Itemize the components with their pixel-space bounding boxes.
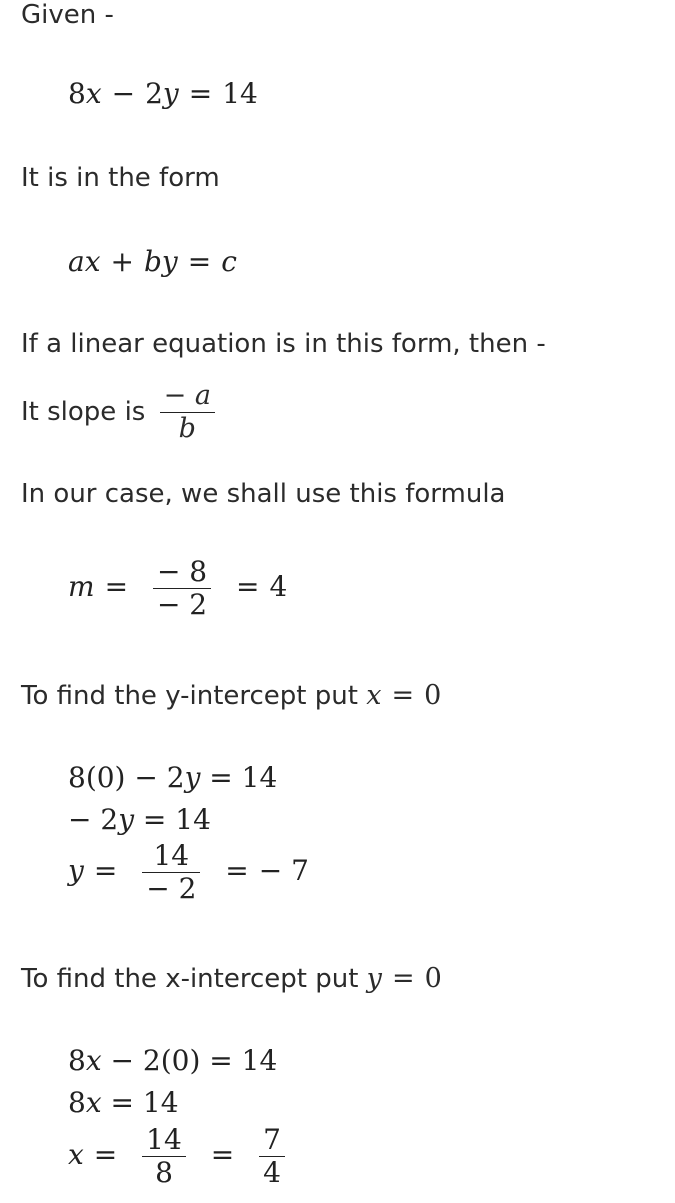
x-step-2: 8x = 14 (68, 1086, 179, 1119)
y-intercept-text: To find the y-intercept put x = 0 (21, 680, 442, 711)
y-step-2: − 2y = 14 (68, 803, 211, 836)
slope-fraction (160, 380, 215, 445)
form-text: It is in the form (21, 163, 220, 193)
slope-equation: m = $\frac{- 8}{- 2}$ = 4 (68, 555, 288, 621)
slope-value-fraction: $\frac{- 8}{- 2}$ (153, 556, 211, 621)
slope-numerator: − a (160, 380, 215, 413)
linear-text: If a linear equation is in this form, then - (21, 329, 546, 359)
given-label: Given - (21, 0, 114, 30)
standard-form-equation: ax + by = c (68, 245, 237, 278)
y-step-3: y = $\frac{14}{- 2}$ = − 7 (68, 839, 309, 905)
x-value-fraction: $\frac{14}{8}$ (142, 1124, 186, 1189)
x-step-3: x = $\frac{14}{8}$ = $\frac{7}{4}$ (68, 1124, 291, 1189)
slope-line (21, 380, 221, 445)
x-step-1: 8x − 2(0) = 14 (68, 1044, 278, 1077)
case-text: In our case, we shall use this formula (21, 479, 506, 509)
slope-text: It slope is (21, 397, 146, 427)
given-equation: 8x − 2y = 14 (68, 77, 258, 110)
y-step-1: 8(0) − 2y = 14 (68, 761, 278, 794)
slope-denominator: b (178, 413, 196, 444)
x-simplified-fraction: $\frac{7}{4}$ (259, 1124, 285, 1189)
y-value-fraction: $\frac{14}{- 2}$ (142, 840, 200, 905)
x-intercept-text: To find the x-intercept put y = 0 (21, 963, 442, 994)
